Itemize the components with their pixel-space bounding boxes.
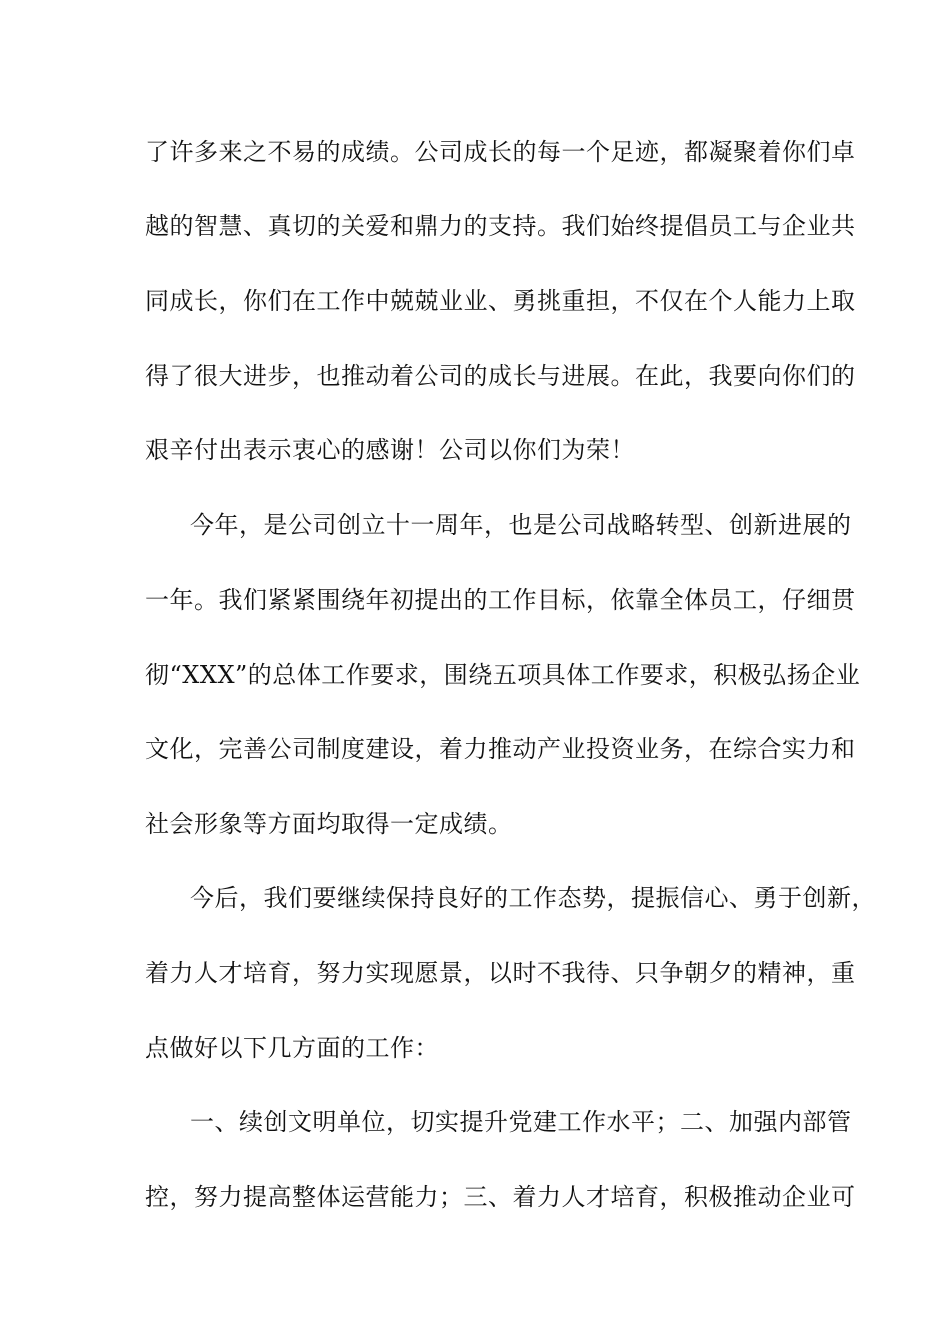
- paragraph-first-line: 今年，是公司创立十一周年，也是公司战略转型、创新进展的: [190, 511, 852, 539]
- text-line: 文化，完善公司制度建设，着力推动产业投资业务，在综合实力和: [145, 735, 856, 763]
- text-line: 社会形象等方面均取得一定成绩。: [145, 810, 513, 838]
- text-line: 得了很大进步，也推动着公司的成长与进展。在此，我要向你们的: [145, 362, 856, 390]
- paragraph-first-line: 今后，我们要继续保持良好的工作态势，提振信心、勇于创新，: [190, 884, 876, 912]
- text-line: 彻“XXX”的总体工作要求，围绕五项具体工作要求，积极弘扬企业: [145, 661, 861, 689]
- text-line: 点做好以下几方面的工作：: [145, 1034, 439, 1062]
- paragraph-first-line: 一、续创文明单位，切实提升党建工作水平；二、加强内部管: [190, 1108, 852, 1136]
- text-line: 越的智慧、真切的关爱和鼎力的支持。我们始终提倡员工与企业共: [145, 212, 856, 240]
- text-line: 了许多来之不易的成绩。公司成长的每一个足迹，都凝聚着你们卓: [145, 138, 856, 166]
- text-line: 艰辛付出表示衷心的感谢！公司以你们为荣！: [145, 436, 635, 464]
- text-line: 控，努力提高整体运营能力；三、着力人才培育，积极推动企业可: [145, 1183, 856, 1211]
- text-line: 着力人才培育，努力实现愿景，以时不我待、只争朝夕的精神，重: [145, 959, 856, 987]
- text-line: 一年。我们紧紧围绕年初提出的工作目标，依靠全体员工，仔细贯: [145, 586, 856, 614]
- text-line: 同成长，你们在工作中兢兢业业、勇挑重担，不仅在个人能力上取: [145, 287, 856, 315]
